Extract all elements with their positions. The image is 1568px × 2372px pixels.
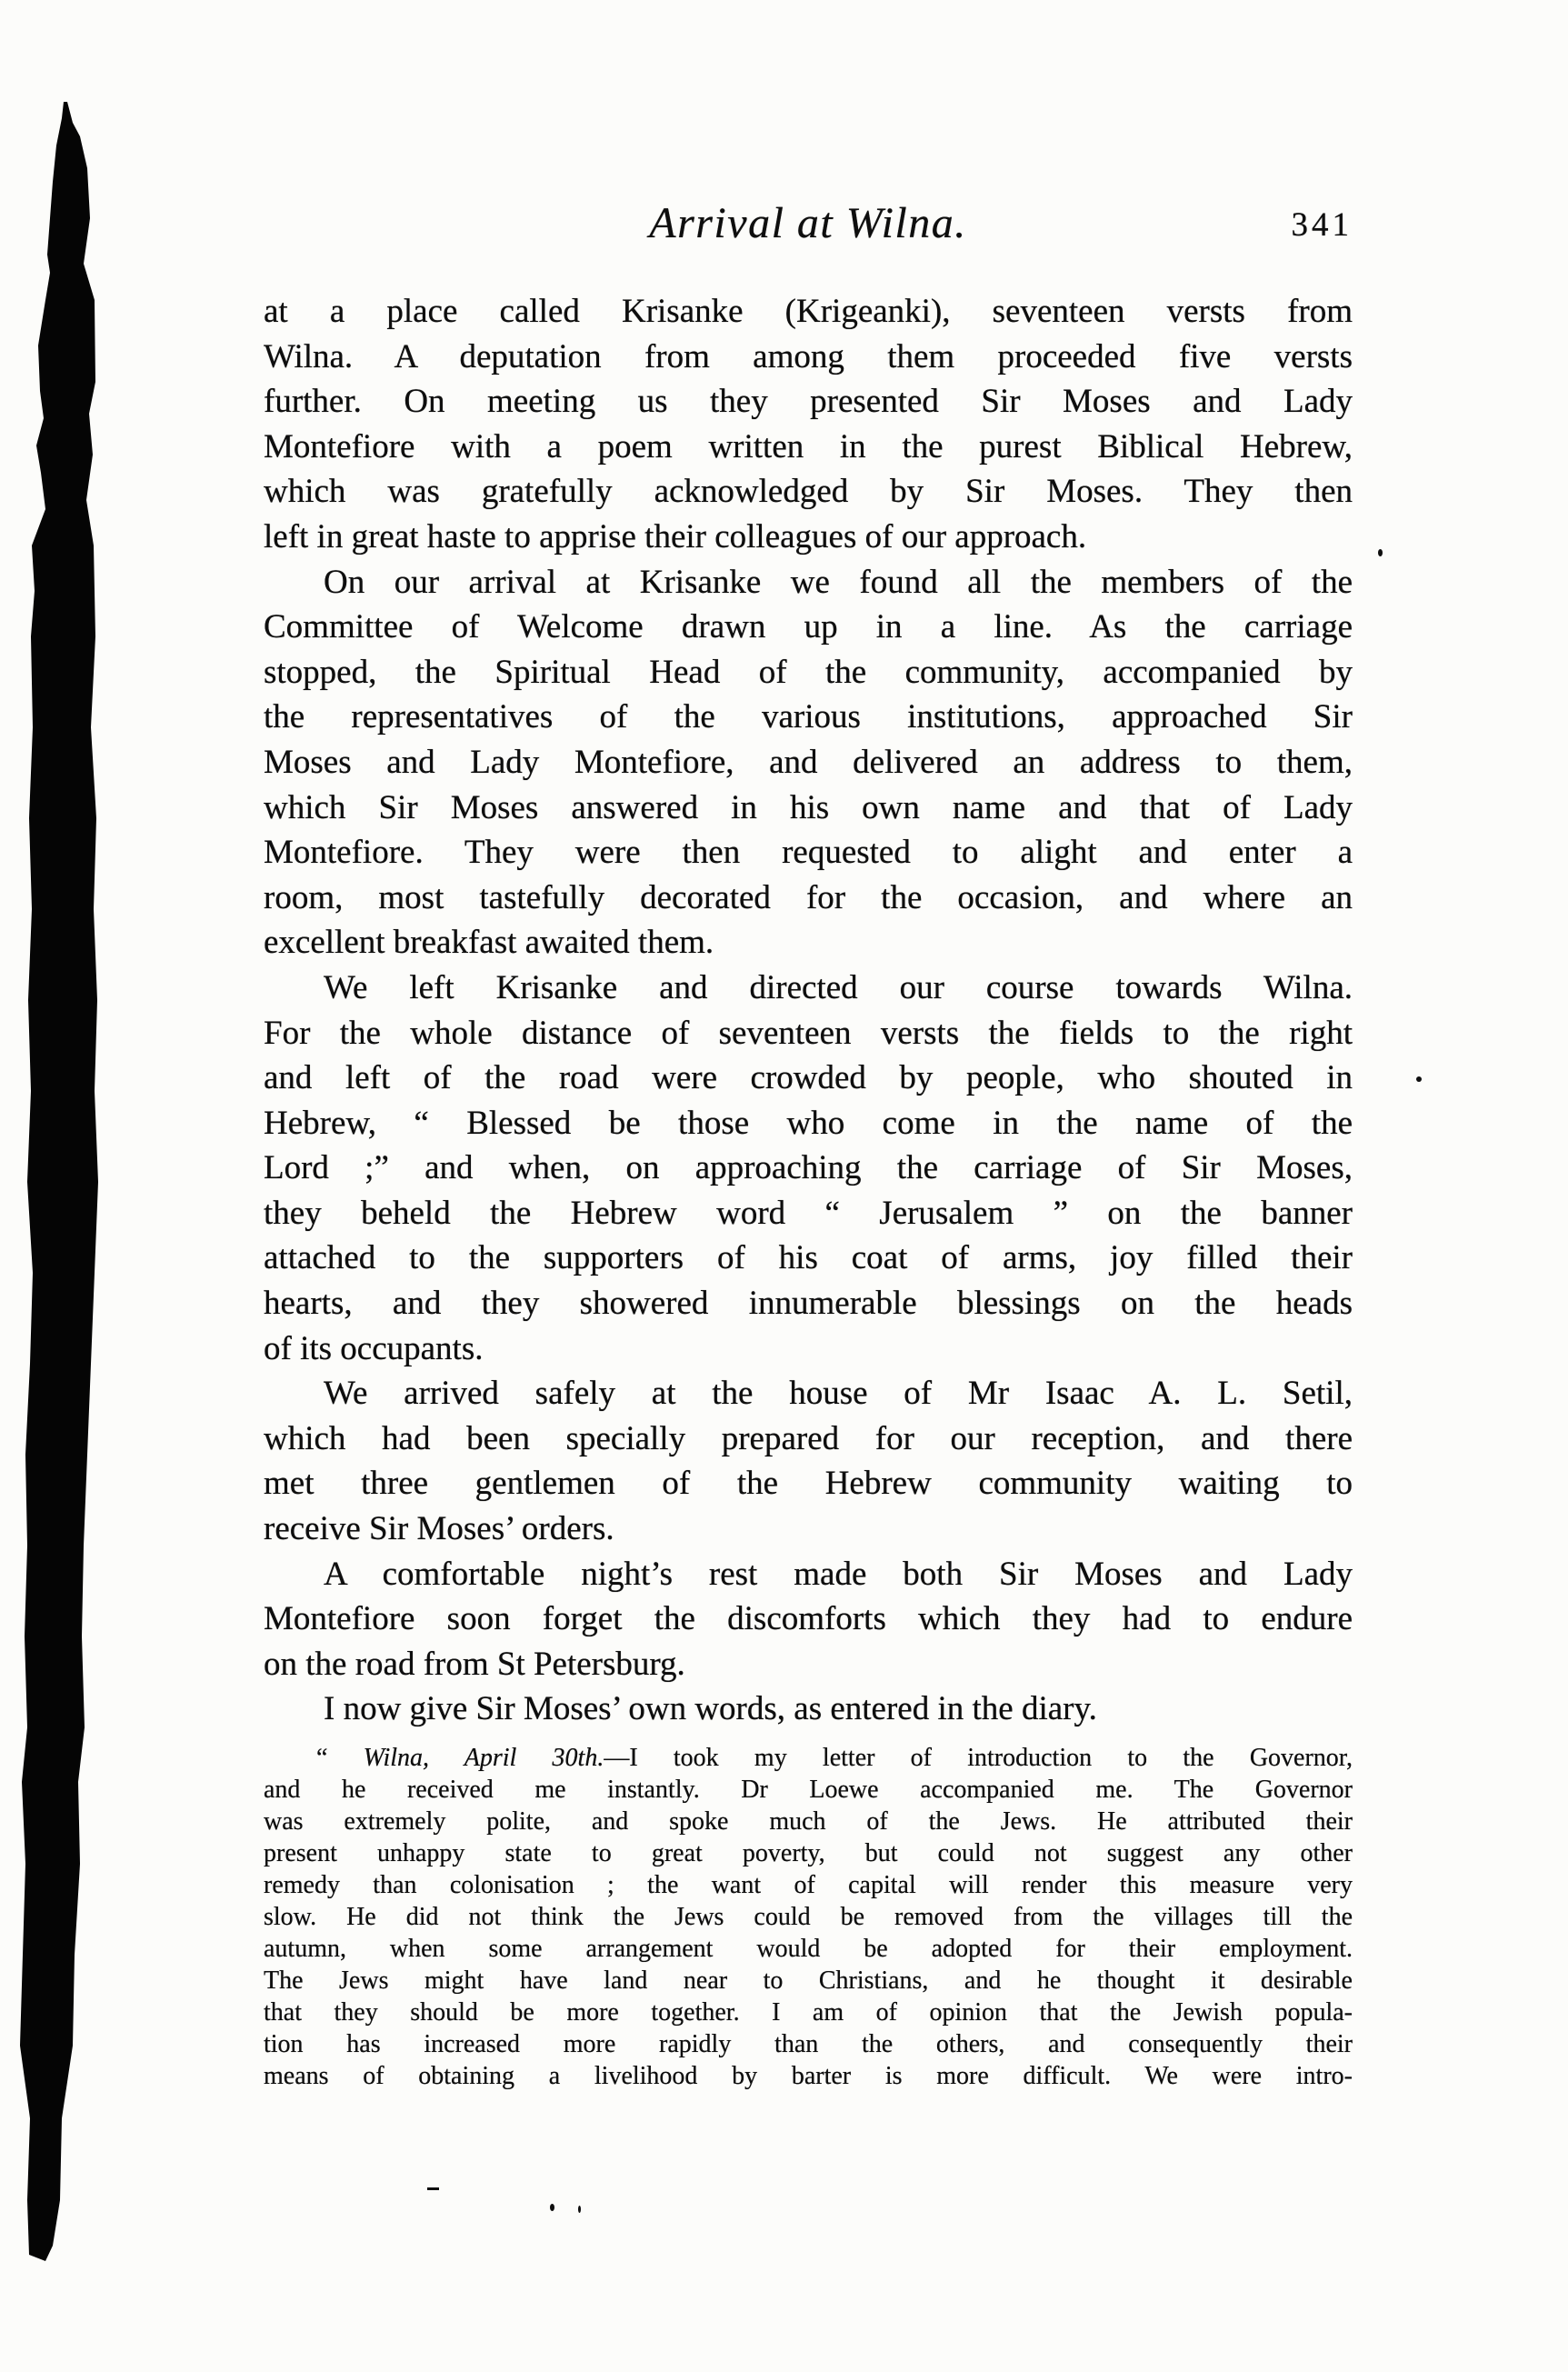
text-line: which had been specially prepared for our reception, and there <box>264 1419 1353 1457</box>
text-line: met three gentlemen of the Hebrew community waiting to <box>264 1465 1353 1503</box>
text-line: at a place called Krisanke (Krigeanki), seventeen versts from <box>264 293 1353 330</box>
text-line: slow. He did not think the Jews could be removed from the villages till the <box>264 1903 1353 1931</box>
text-line: further. On meeting us they presented Sir Moses and Lady <box>264 383 1353 421</box>
scan-speck <box>427 2187 439 2190</box>
text-line: present unhappy state to great poverty, but could not suggest any other <box>264 1839 1353 1867</box>
scan-speck <box>1378 549 1383 556</box>
paragraph <box>264 966 1353 1371</box>
page-header <box>264 198 1353 253</box>
text-line: and he received me instantly. Dr Loewe accompanied me. The Governor <box>264 1776 1353 1804</box>
paragraph <box>264 289 1353 560</box>
text-line: tion has increased more rapidly than the others, and consequently their <box>264 2030 1353 2058</box>
diary-dateline: Wilna, April 30th. <box>363 1744 604 1772</box>
paragraph <box>264 1686 1353 1732</box>
text-line: excellent breakfast awaited them. <box>264 924 714 962</box>
text-line: For the whole distance of seventeen versts the fields to the right <box>264 1014 1353 1052</box>
text-line: Committee of Welcome drawn up in a line. As the carriage <box>264 608 1353 646</box>
text-line: hearts, and they showered innumerable blessings on the heads <box>264 1285 1353 1323</box>
text-line: the representatives of the various institutions, approached Sir <box>264 698 1353 736</box>
text-line: Montefiore soon forget the discomforts which they had to endure <box>264 1600 1353 1638</box>
text-line: Wilna. A deputation from among them proceeded five versts <box>264 337 1353 375</box>
page-number: 341 <box>1291 206 1353 244</box>
text-line: room, most tastefully decorated for the occasion, and where an <box>264 878 1353 916</box>
text-line: left in great haste to apprise their colleagues of our approach. <box>264 517 1087 555</box>
text-line: on the road from St Petersburg. <box>264 1645 685 1683</box>
text-line: I now give Sir Moses’ own words, as entered in the diary. <box>324 1690 1097 1728</box>
text-line: We arrived safely at the house of Mr Isaac A. L. Setil, <box>324 1375 1353 1413</box>
paragraph <box>264 560 1353 966</box>
text-line: that they should be more together. I am of opinion that the Jewish popula- <box>264 1998 1353 2027</box>
text-line: they beheld the Hebrew word “ Jerusalem ” on the banner <box>264 1194 1353 1232</box>
text-line: receive Sir Moses’ orders. <box>264 1510 614 1548</box>
open-quote: “ <box>316 1744 364 1772</box>
running-title: Arrival at Wilna. <box>649 199 967 247</box>
paragraph <box>264 1552 1353 1687</box>
text-line: remedy than colonisation ; the want of capital will render this measure very <box>264 1871 1353 1899</box>
text-line: was extremely polite, and spoke much of the Jews. He attributed their <box>264 1807 1353 1836</box>
text-line: of its occupants. <box>264 1329 484 1367</box>
text-line: which was gratefully acknowledged by Sir Moses. They then <box>264 473 1353 511</box>
text-line: stopped, the Spiritual Head of the community, accompanied by <box>264 653 1353 691</box>
text-line: Montefiore with a poem written in the purest Biblical Hebrew, <box>264 427 1353 465</box>
text-line: The Jews might have land near to Christians, and he thought it desirable <box>264 1967 1353 1995</box>
body-text <box>264 289 1353 1732</box>
scan-speck <box>1416 1076 1422 1082</box>
text-line: Montefiore. They were then requested to alight and enter a <box>264 834 1353 872</box>
diary-extract <box>264 1742 1353 2092</box>
text-line: means of obtaining a livelihood by barter is more difficult. We were intro- <box>264 2062 1353 2090</box>
text-line: A comfortable night’s rest made both Sir Moses and Lady <box>324 1555 1353 1593</box>
text-line: Lord ;” and when, on approaching the carriage of Sir Moses, <box>264 1149 1353 1187</box>
paragraph <box>264 1371 1353 1551</box>
scan-speck <box>578 2206 581 2213</box>
text-line: Hebrew, “ Blessed be those who come in the name of the <box>264 1104 1353 1142</box>
text-line: and left of the road were crowded by people, who shouted in <box>264 1059 1353 1097</box>
text-line: We left Krisanke and directed our course towards Wilna. <box>324 968 1353 1006</box>
scan-speck <box>550 2204 554 2211</box>
text-line: which Sir Moses answered in his own name and that of Lady <box>264 788 1353 826</box>
text-line: Moses and Lady Montefiore, and delivered an address to them, <box>264 743 1353 781</box>
diary-first-line: —I took my letter of introduction to the Governor, <box>604 1744 1353 1772</box>
text-line <box>264 1742 1353 1774</box>
text-line: autumn, when some arrangement would be adopted for their employment. <box>264 1935 1353 1963</box>
scan-gutter-artifact <box>0 0 127 2291</box>
text-line: On our arrival at Krisanke we found all the members of the <box>324 563 1353 601</box>
text-line: attached to the supporters of his coat of arms, joy filled their <box>264 1239 1353 1277</box>
